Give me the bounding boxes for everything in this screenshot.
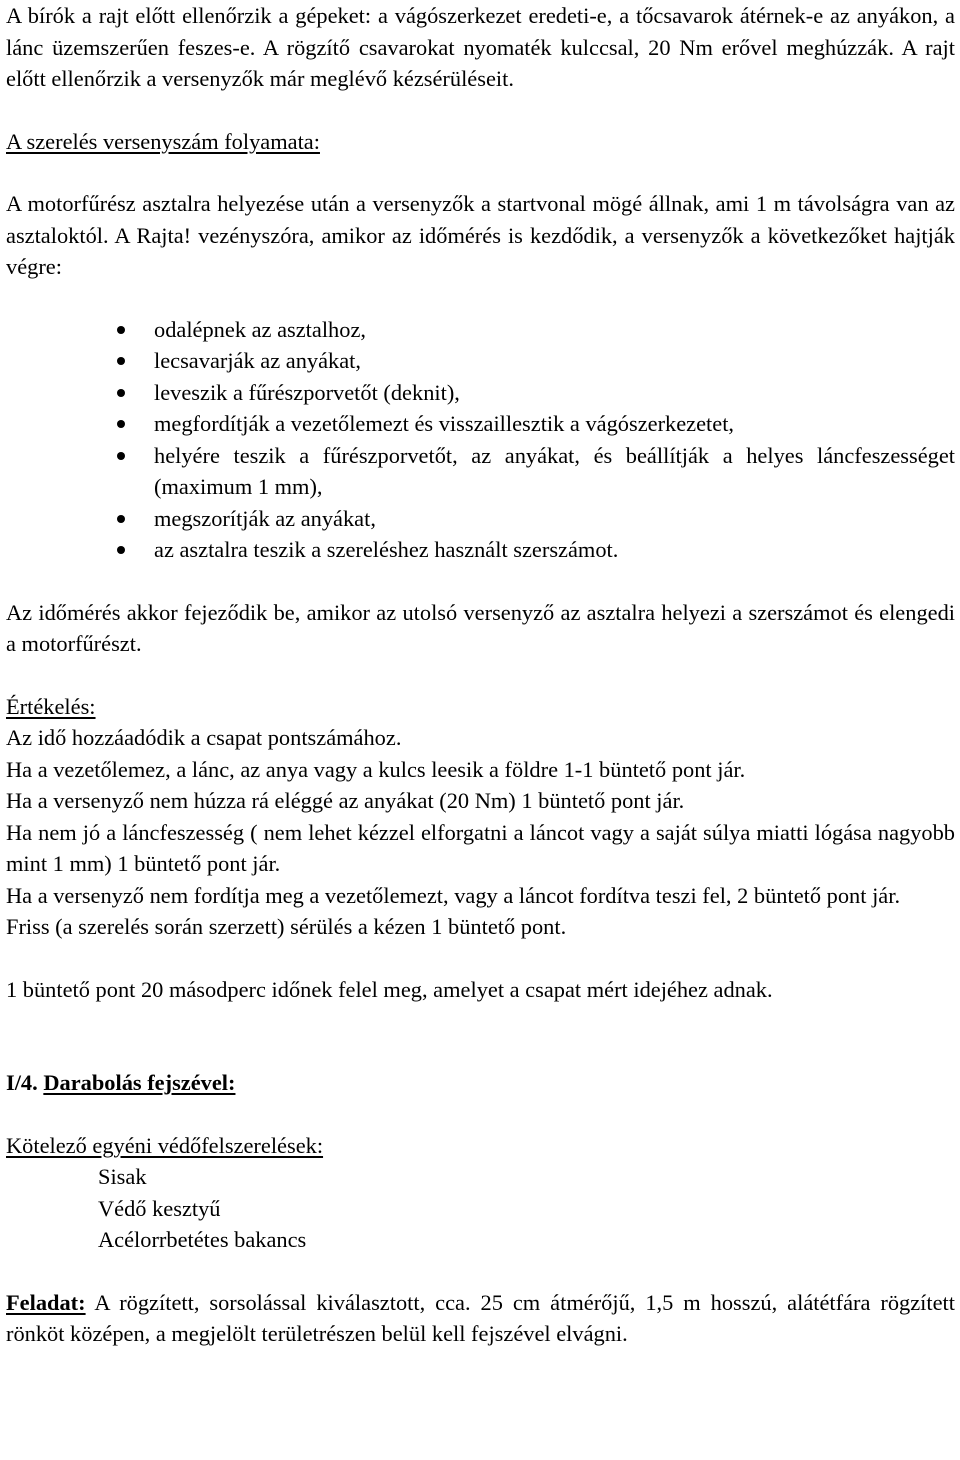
section-title: Darabolás fejszével: (43, 1070, 236, 1095)
evaluation-heading: Értékelés: (6, 693, 96, 719)
list-item: leveszik a fűrészporvetőt (deknit), (154, 377, 955, 409)
task-text: A rögzített, sorsolással kiválasztott, cca. 25 cm átmérőjű, 1,5 m hosszú, alátétfára rögzített rönköt középen, a megjelölt területrészen belül kell fejszével elvágni. (6, 1289, 955, 1346)
task-label: Feladat: (6, 1289, 86, 1315)
list-item: odalépnek az asztalhoz, (154, 314, 955, 346)
section-number: I/4. (6, 1070, 38, 1095)
procedure-steps-list (6, 314, 955, 566)
equipment-item: Védő kesztyű (98, 1195, 221, 1221)
evaluation-line: Ha a versenyző nem húzza rá eléggé az anyákat (20 Nm) 1 büntető pont jár. (6, 788, 685, 813)
timing-end-paragraph: Az időmérés akkor fejeződik be, amikor az utolsó versenyző az asztalra helyezi a szerszámot és elengedi a motorfűrészt. (6, 599, 955, 656)
intro-paragraph: A bírók a rajt előtt ellenőrzik a gépeket: a vágószerkezet eredeti-e, a tőcsavarok átérnek-e az anyákon, a lánc üzemszerűen feszes-e. A rögzítő csavarokat nyomaték kulccsal, 20 Nm erővel meghúzzák. A rajt előtt ellenőrzik a versenyzők már meglévő kézsérüléseit. (6, 3, 955, 91)
list-item: az asztalra teszik a szereléshez használt szerszámot. (154, 534, 955, 566)
equipment-item: Acélorrbetétes bakancs (98, 1227, 307, 1252)
list-item: helyére teszik a fűrészporvetőt, az anyákat, és beállítják a helyes láncfeszességet (maximum 1 mm), (154, 440, 955, 503)
evaluation-line: Ha a vezetőlemez, a lánc, az anya vagy a kulcs leesik a földre 1-1 büntető pont jár. (6, 756, 746, 782)
evaluation-line: Friss (a szerelés során szerzett) sérülés a kézen 1 büntető pont. (6, 914, 567, 939)
penalty-note: 1 büntető pont 20 másodperc időnek felel meg, amelyet a csapat mért idejéhez adnak. (6, 976, 773, 1002)
procedure-heading: A szerelés versenyszám folyamata: (6, 128, 320, 154)
procedure-paragraph: A motorfűrész asztalra helyezése után a versenyzők a startvonal mögé állnak, ami 1 m távolságra van az asztaloktól. A Rajta! vezényszóra, amikor az időmérés is kezdődik, a versenyzők a következőket hajtják végre: (6, 191, 955, 279)
evaluation-line: Az idő hozzáadódik a csapat pontszámához. (6, 725, 402, 750)
evaluation-line: Ha a versenyző nem fordítja meg a vezetőlemezt, vagy a láncot fordítva teszi fel, 2 büntető pont jár. (6, 882, 901, 908)
list-item: megszorítják az anyákat, (154, 503, 955, 535)
equipment-item: Sisak (98, 1164, 147, 1189)
list-item: lecsavarják az anyákat, (154, 345, 955, 377)
task-paragraph (6, 1287, 955, 1350)
evaluation-line: Ha nem jó a láncfeszesség ( nem lehet kézzel elforgatni a láncot vagy a saját súlya miatti lógása nagyobb mint 1 mm) 1 büntető pont jár. (6, 819, 955, 876)
list-item: megfordítják a vezetőlemezt és visszaillesztik a vágószerkezetet, (154, 408, 955, 440)
equipment-heading: Kötelező egyéni védőfelszerelések: (6, 1132, 324, 1158)
section-heading (6, 1067, 955, 1099)
